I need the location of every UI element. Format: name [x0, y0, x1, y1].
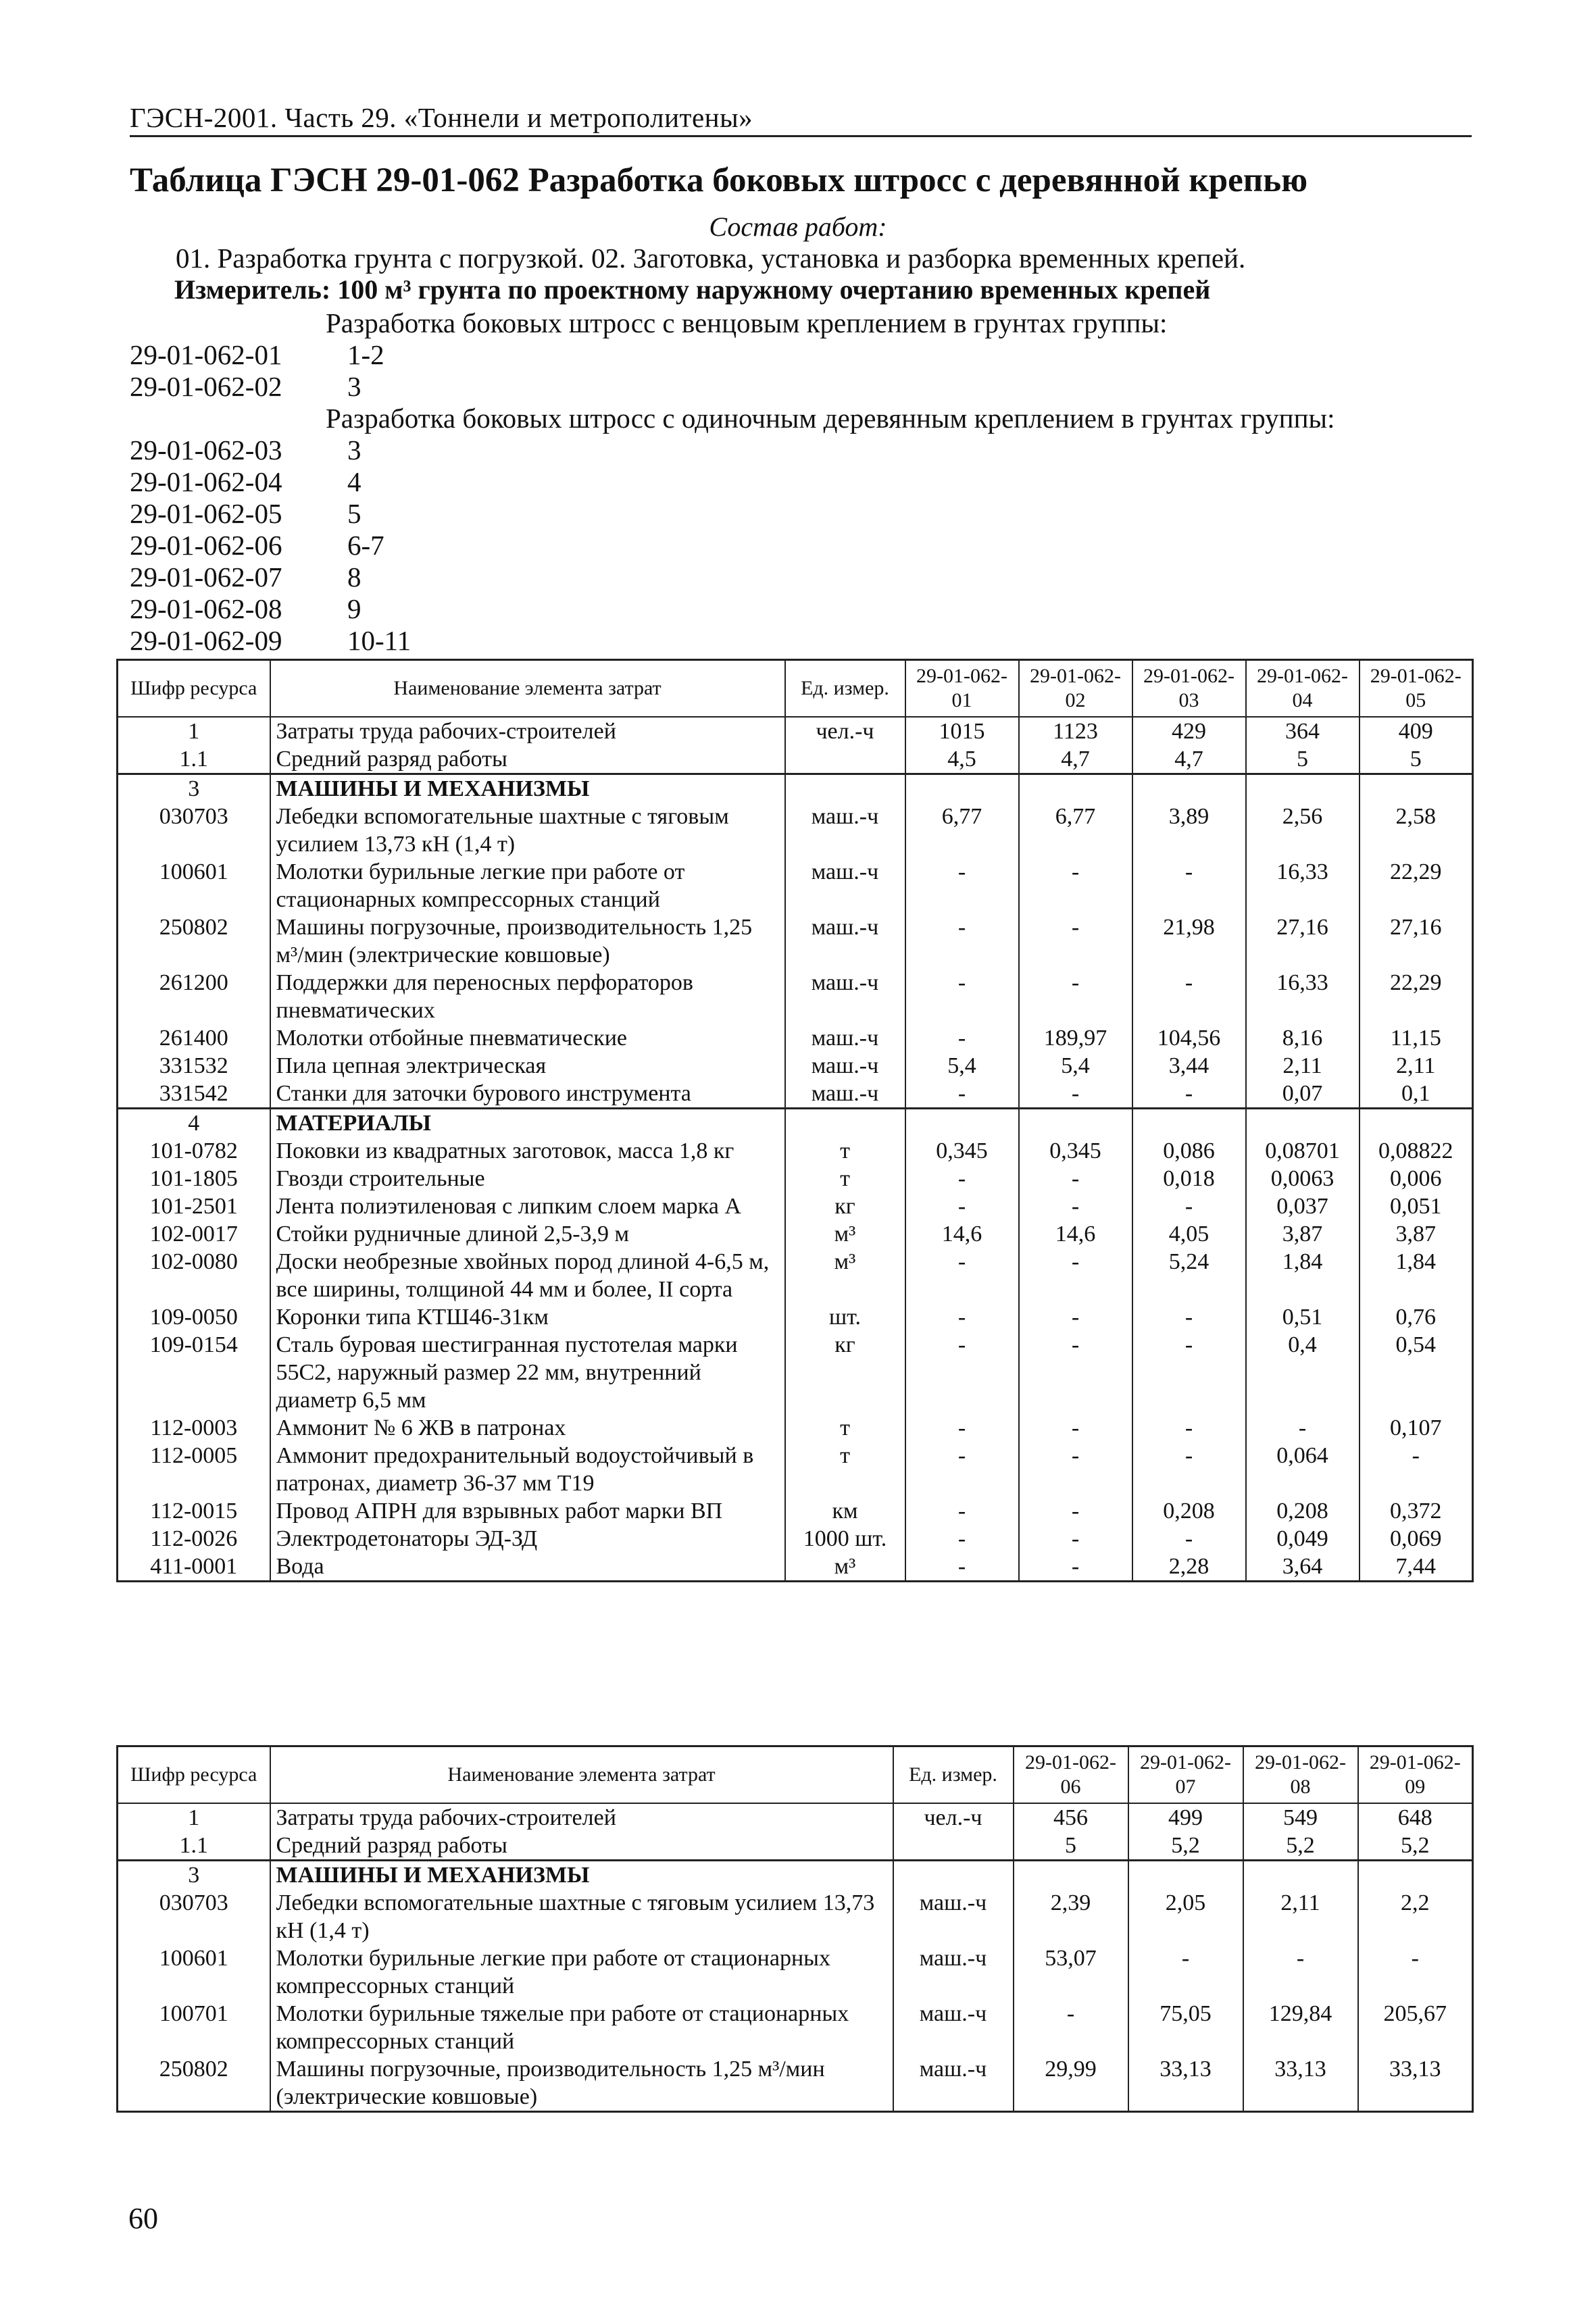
header-unit: Ед. измер.	[893, 1746, 1014, 1804]
cell-value: 0,54	[1360, 1331, 1473, 1414]
cell-value: -	[1132, 1080, 1246, 1109]
cell-value: 0,018	[1132, 1165, 1246, 1192]
cell-value: 0,76	[1360, 1303, 1473, 1331]
cell-value: 16,33	[1246, 858, 1360, 913]
works-description: 01. Разработка грунта с погрузкой. 02. Заготовка, установка и разборка временных крепей.	[176, 243, 1246, 274]
table-header-row	[118, 1746, 1473, 1804]
table-row	[118, 2000, 1473, 2055]
table-row	[118, 1525, 1473, 1553]
cell-value: -	[1132, 969, 1246, 1024]
cell-value: -	[1019, 1331, 1132, 1414]
cell-value: 0,107	[1360, 1414, 1473, 1442]
cell-unit	[893, 1861, 1014, 1890]
cell-unit: м³	[785, 1220, 905, 1248]
cell-value: 3,87	[1360, 1220, 1473, 1248]
cell-name: Стойки рудничные длиной 2,5-3,9 м	[270, 1220, 785, 1248]
cell-name: Аммонит предохранительный водоустойчивый в патронах, диаметр 36-37 мм Т19	[270, 1442, 785, 1497]
cell-value: 33,13	[1128, 2055, 1243, 2112]
cell-value: 33,13	[1243, 2055, 1358, 2112]
cell-value: -	[1019, 1303, 1132, 1331]
cell-value: 0,51	[1246, 1303, 1360, 1331]
section-row	[118, 1861, 1473, 1890]
cell-value: -	[905, 1414, 1019, 1442]
cell-cipher: 112-0026	[118, 1525, 270, 1553]
cell-cipher: 102-0080	[118, 1248, 270, 1303]
cell-value	[905, 774, 1019, 803]
cell-value: 0,064	[1246, 1442, 1360, 1497]
cell-cipher: 4	[118, 1109, 270, 1138]
cell-value: 2,28	[1132, 1553, 1246, 1582]
cell-value	[1360, 1109, 1473, 1138]
cell-value: 5,2	[1358, 1832, 1473, 1861]
table-row	[118, 745, 1473, 774]
cell-value: 75,05	[1128, 2000, 1243, 2055]
cell-value: -	[1019, 1553, 1132, 1582]
cell-value: -	[905, 1192, 1019, 1220]
cell-value: 0,208	[1132, 1497, 1246, 1525]
cell-value: 129,84	[1243, 2000, 1358, 2055]
cell-cipher: 112-0005	[118, 1442, 270, 1497]
section-title: МАТЕРИАЛЫ	[270, 1109, 785, 1138]
cell-value: 2,56	[1246, 803, 1360, 858]
header-rule	[130, 135, 1472, 137]
header-unit: Ед. измер.	[785, 660, 905, 718]
cell-value	[1246, 774, 1360, 803]
cell-value: -	[1358, 1944, 1473, 2000]
cell-value	[1019, 1109, 1132, 1138]
cell-cipher: 1	[118, 717, 270, 745]
measure-unit: Измеритель: 100 м³ грунта по проектному наружному очертанию временных крепей	[174, 274, 1211, 305]
cell-unit: чел.-ч	[785, 717, 905, 745]
cell-unit: 1000 шт.	[785, 1525, 905, 1553]
cell-value: -	[1014, 2000, 1128, 2055]
cell-unit: маш.-ч	[785, 1052, 905, 1080]
table-row	[118, 969, 1473, 1024]
cell-value: -	[905, 1080, 1019, 1109]
cell-unit: т	[785, 1137, 905, 1165]
cell-unit: км	[785, 1497, 905, 1525]
cell-name: Провод АПРН для взрывных работ марки ВП	[270, 1497, 785, 1525]
cell-unit	[893, 1832, 1014, 1861]
table-row	[118, 1165, 1473, 1192]
cell-value	[1358, 1861, 1473, 1890]
cell-value: 5	[1014, 1832, 1128, 1861]
cell-unit: т	[785, 1165, 905, 1192]
header-norm-code: 29-01-062-05	[1360, 660, 1473, 718]
cell-cipher: 109-0050	[118, 1303, 270, 1331]
cell-value: 14,6	[905, 1220, 1019, 1248]
cell-unit: м³	[785, 1553, 905, 1582]
cell-value: -	[905, 1165, 1019, 1192]
cell-value: 1015	[905, 717, 1019, 745]
cell-value: -	[1019, 1525, 1132, 1553]
cell-value: 21,98	[1132, 913, 1246, 969]
table-row	[118, 1248, 1473, 1303]
cell-cipher: 1.1	[118, 1832, 270, 1861]
cell-value: 2,11	[1246, 1052, 1360, 1080]
cell-cipher: 1	[118, 1803, 270, 1832]
cell-value: 189,97	[1019, 1024, 1132, 1052]
cell-value: -	[1360, 1442, 1473, 1497]
document-page: ГЭСН-2001. Часть 29. «Тоннели и метрополитены» Таблица ГЭСН 29-01-062 Разработка боковых штросс с деревянной крепью Состав работ: 01. Разработка грунта с погрузкой. 02. Заготовка, установка и разборка временных крепей. Измеритель: 100 м³ грунта по проектному наружному очертанию временных крепей Разработка боковых штросс с венцовым креплением в грунтах группы: 29-01-062-01 1-2 29-01-062-02 3 Разработка боковых штросс с одиночным деревянным креплением в грунтах группы: 29-01-062-03 3 29-01-062-04 4 29-01-062-05 5 29-01-062-06 6-7 29-01-062-07 8 29-01-062-08 9 29-01-062-09 10-11 Шифр ресурса Наименование элемента затрат Ед. измер. 29-01-062-01 29-01-062-02 29-01-062-03 29-01-062-04 29-01-062-05 1 Затраты труда рабочих-строителей чел.-ч 1015 1123 429 364 409 1.1 Средний разряд работы 4,5 4,7 4,7 5 5 3 МАШИНЫ И МЕХАНИЗМЫ 030703 Лебедки вспомогательные шахтные с тяговым усилием 13,73 кН (1,4 т) маш.-ч 6,77 6,77 3,89 2,56 2,58 100601 Молотки бурильные легкие при работе от стационарных компрессорных станций маш.-ч - - - 16,33 22,29 250802 Машины погрузочные, производительность 1,25 м³/мин (электрические ковшовые) маш.-ч - - 21,98 27,16 27,16 261200 Поддержки для переносных перфораторов пневматических маш.-ч - - - 16,33 22,29 261400 Молотки отбойные пневматические маш.-ч - 189,97 104,56 8,16 11,15 331532 Пила цепная электрическая маш.-ч 5,4 5,4 3,44 2,11 2,11 331542 Станки для заточки бурового инструмента маш.-ч - - - 0,07 0,1 4 МАТЕРИАЛЫ 101-0782 Поковки из квадратных заготовок, масса 1,8 кг т 0,345 0,345 0,086 0,08701 0,08822 101-1805 Гвозди строительные т - - 0,018 0,0063 0,006 101-2501 Лента полиэтиленовая с липким слоем марка А кг - - - 0,037 0,051 102-0017 Стойки рудничные длиной 2,5-3,9 м м³ 14,6 14,6 4,05 3,87 3,87 102-0080 Доски необрезные хвойных пород длиной 4-6,5 м, все ширины, толщиной 44 мм и более, II сорта м³ - - 5,24 1,84 1,84 109-0050 Коронки типа КТШ46-31км шт. - - - 0,51 0,76 109-0154 Сталь буровая шестигранная пустотелая марки 55С2, наружный размер 22 мм, внутренний диаметр 6,5 мм кг - - - 0,4 0,54 112-0003 Аммонит № 6 ЖВ в патронах т - - - - 0,107 112-0005 Аммонит предохранительный водоустойчивый в патронах, диаметр 36-37 мм Т19 т - - - 0,064 - 112-0015 Провод АПРН для взрывных работ марки ВП км - - 0,208 0,208 0,372 112-0026 Электродетонаторы ЭД-ЗД 1000 шт. - - - 0,049 0,069 411-0001 Вода м³ - - 2,28 3,64 7,44 Шифр ресурса Наименование элемента затрат Ед. измер. 29-01-062-06 29-01-062-07 29-01-062-08 29-01-062-09 1 Затраты труда рабочих-строителей чел.-ч 456 499 549 648 1.1 Средний разряд работы 5 5,2 5,2 5,2 3 МАШИНЫ И МЕХАНИЗМЫ 030703 Лебедки вспомогательные шахтные с тяговым усилием 13,73 кН (1,4 т) маш.-ч 2,39 2,05 2,11 2,2 100601 Молотки бурильные легкие при работе от стационарных компрессорных станций маш.-ч 53,07 - - - 100701 Молотки бурильные тяжелые при работе от стационарных компрессорных станций маш.-ч - 75,05 129,84 205,67 250802 Машины погрузочные, производительность 1,25 м³/мин (электрические ковшовые) маш.-ч 29,99 33,13 33,13 33,13 60	[0, 0, 1596, 2314]
section-title: МАШИНЫ И МЕХАНИЗМЫ	[270, 1861, 893, 1890]
cell-value: -	[1132, 1331, 1246, 1414]
header-name: Наименование элемента затрат	[270, 660, 785, 718]
header-norm-code: 29-01-062-03	[1132, 660, 1246, 718]
cell-name: Станки для заточки бурового инструмента	[270, 1080, 785, 1109]
resource-table-2	[116, 1745, 1474, 2113]
cell-value	[1132, 774, 1246, 803]
cell-name: Сталь буровая шестигранная пустотелая марки 55С2, наружный размер 22 мм, внутренний диаметр 6,5 мм	[270, 1331, 785, 1414]
section-title: МАШИНЫ И МЕХАНИЗМЫ	[270, 774, 785, 803]
cell-value: 5,2	[1128, 1832, 1243, 1861]
cell-value: 0,069	[1360, 1525, 1473, 1553]
cell-value: -	[1243, 1944, 1358, 2000]
cell-value: -	[1019, 1497, 1132, 1525]
header-norm-code: 29-01-062-06	[1014, 1746, 1128, 1804]
cell-value: -	[1246, 1414, 1360, 1442]
cell-cipher: 331532	[118, 1052, 270, 1080]
cell-value: 6,77	[1019, 803, 1132, 858]
cell-value: 0,345	[1019, 1137, 1132, 1165]
cell-value: -	[905, 1331, 1019, 1414]
cell-value: 22,29	[1360, 969, 1473, 1024]
cell-cipher: 411-0001	[118, 1553, 270, 1582]
cell-value: 3,89	[1132, 803, 1246, 858]
cell-value: 1,84	[1246, 1248, 1360, 1303]
cell-value: -	[1019, 858, 1132, 913]
cell-value: 11,15	[1360, 1024, 1473, 1052]
cell-value: -	[905, 1497, 1019, 1525]
cell-value: 1,84	[1360, 1248, 1473, 1303]
cell-value: 3,87	[1246, 1220, 1360, 1248]
table-row	[118, 1220, 1473, 1248]
table-row	[118, 1889, 1473, 1944]
table-row	[118, 1442, 1473, 1497]
cell-value: 7,44	[1360, 1553, 1473, 1582]
cell-name: Затраты труда рабочих-строителей	[270, 1803, 893, 1832]
cell-value: 33,13	[1358, 2055, 1473, 2112]
table-row	[118, 717, 1473, 745]
cell-name: Лебедки вспомогательные шахтные с тяговым усилием 13,73 кН (1,4 т)	[270, 803, 785, 858]
cell-name: Затраты труда рабочих-строителей	[270, 717, 785, 745]
cell-name: Коронки типа КТШ46-31км	[270, 1303, 785, 1331]
cell-cipher: 331542	[118, 1080, 270, 1109]
cell-value: 2,39	[1014, 1889, 1128, 1944]
cell-cipher: 261400	[118, 1024, 270, 1052]
cell-unit: т	[785, 1442, 905, 1497]
cell-unit: маш.-ч	[785, 969, 905, 1024]
cell-value: -	[1132, 858, 1246, 913]
cell-cipher: 100601	[118, 858, 270, 913]
cell-value: -	[1132, 1442, 1246, 1497]
cell-value	[1014, 1861, 1128, 1890]
table-header-row	[118, 660, 1473, 718]
cell-unit: т	[785, 1414, 905, 1442]
table-row	[118, 913, 1473, 969]
cell-value: -	[905, 1024, 1019, 1052]
cell-value: 1123	[1019, 717, 1132, 745]
page-number: 60	[128, 2202, 158, 2235]
table-body	[118, 717, 1473, 1582]
cell-value: -	[905, 1525, 1019, 1553]
cell-cipher: 109-0154	[118, 1331, 270, 1414]
cell-value	[1132, 1109, 1246, 1138]
cell-name: Поковки из квадратных заготовок, масса 1,8 кг	[270, 1137, 785, 1165]
cell-cipher: 101-1805	[118, 1165, 270, 1192]
cell-value: 0,345	[905, 1137, 1019, 1165]
cell-name: Пила цепная электрическая	[270, 1052, 785, 1080]
cell-value: 4,7	[1019, 745, 1132, 774]
cell-cipher: 100701	[118, 2000, 270, 2055]
cell-value: -	[1019, 1080, 1132, 1109]
cell-value: 5	[1246, 745, 1360, 774]
cell-value: 364	[1246, 717, 1360, 745]
cell-value: -	[905, 858, 1019, 913]
works-label: Состав работ:	[709, 211, 887, 242]
cell-name: Доски необрезные хвойных пород длиной 4-6,5 м, все ширины, толщиной 44 мм и более, II сорта	[270, 1248, 785, 1303]
table-row	[118, 803, 1473, 858]
cell-value: -	[905, 1248, 1019, 1303]
cell-value: 0,0063	[1246, 1165, 1360, 1192]
cell-value: 5,4	[1019, 1052, 1132, 1080]
cell-value: 0,08822	[1360, 1137, 1473, 1165]
table-row	[118, 1192, 1473, 1220]
cell-unit: маш.-ч	[785, 1024, 905, 1052]
header-norm-code: 29-01-062-08	[1243, 1746, 1358, 1804]
cell-value	[1243, 1861, 1358, 1890]
cell-value: 4,05	[1132, 1220, 1246, 1248]
cell-cipher: 100601	[118, 1944, 270, 2000]
cell-unit: маш.-ч	[893, 1889, 1014, 1944]
cell-value: 4,5	[905, 745, 1019, 774]
table-row	[118, 1024, 1473, 1052]
cell-name: Гвозди строительные	[270, 1165, 785, 1192]
table-row	[118, 858, 1473, 913]
cell-value: -	[905, 1303, 1019, 1331]
cell-cipher: 250802	[118, 2055, 270, 2112]
cell-unit: маш.-ч	[785, 858, 905, 913]
cell-name: Молотки бурильные тяжелые при работе от стационарных компрессорных станций	[270, 2000, 893, 2055]
cell-value: 14,6	[1019, 1220, 1132, 1248]
header-norm-code: 29-01-062-04	[1246, 660, 1360, 718]
cell-value: -	[1019, 1192, 1132, 1220]
cell-unit: чел.-ч	[893, 1803, 1014, 1832]
cell-value: 0,208	[1246, 1497, 1360, 1525]
table-row	[118, 2055, 1473, 2112]
cell-cipher: 250802	[118, 913, 270, 969]
cell-value: 5,4	[905, 1052, 1019, 1080]
cell-unit: м³	[785, 1248, 905, 1303]
cell-unit: маш.-ч	[785, 1080, 905, 1109]
cell-value: -	[905, 969, 1019, 1024]
header-cipher: Шифр ресурса	[118, 1746, 270, 1804]
cell-value: 3,64	[1246, 1553, 1360, 1582]
header-norm-code: 29-01-062-02	[1019, 660, 1132, 718]
cell-cipher: 3	[118, 774, 270, 803]
cell-value: -	[905, 1442, 1019, 1497]
cell-value: -	[1128, 1944, 1243, 2000]
cell-name: Аммонит № 6 ЖВ в патронах	[270, 1414, 785, 1442]
cell-cipher: 261200	[118, 969, 270, 1024]
cell-value: 27,16	[1360, 913, 1473, 969]
cell-value: 0,051	[1360, 1192, 1473, 1220]
cell-cipher: 1.1	[118, 745, 270, 774]
cell-value: -	[1019, 1414, 1132, 1442]
section-row	[118, 774, 1473, 803]
cell-value: -	[905, 1553, 1019, 1582]
cell-unit: маш.-ч	[893, 2055, 1014, 2112]
resource-table-1	[116, 659, 1474, 1582]
table-row	[118, 1414, 1473, 1442]
cell-value: -	[1019, 1165, 1132, 1192]
cell-name: Машины погрузочные, производительность 1,25 м³/мин (электрические ковшовые)	[270, 913, 785, 969]
cell-value: -	[1132, 1414, 1246, 1442]
cell-value: 0,07	[1246, 1080, 1360, 1109]
cell-cipher: 112-0003	[118, 1414, 270, 1442]
cell-value: 549	[1243, 1803, 1358, 1832]
cell-value	[1019, 774, 1132, 803]
header-norm-code: 29-01-062-07	[1128, 1746, 1243, 1804]
table-row	[118, 1832, 1473, 1861]
cell-value: 3,44	[1132, 1052, 1246, 1080]
cell-value: 2,11	[1360, 1052, 1473, 1080]
cell-value: -	[1132, 1303, 1246, 1331]
cell-name: Молотки отбойные пневматические	[270, 1024, 785, 1052]
cell-name: Вода	[270, 1553, 785, 1582]
table-row	[118, 1553, 1473, 1582]
cell-unit: маш.-ч	[893, 1944, 1014, 2000]
table-row	[118, 1052, 1473, 1080]
cell-cipher: 030703	[118, 803, 270, 858]
cell-value: -	[1019, 969, 1132, 1024]
table-body	[118, 1803, 1473, 2112]
cell-value: 16,33	[1246, 969, 1360, 1024]
cell-value: 5	[1360, 745, 1473, 774]
cell-value: 0,08701	[1246, 1137, 1360, 1165]
cell-value: 53,07	[1014, 1944, 1128, 2000]
cell-name: Средний разряд работы	[270, 1832, 893, 1861]
cell-name: Молотки бурильные легкие при работе от стационарных компрессорных станций	[270, 858, 785, 913]
cell-value: -	[905, 913, 1019, 969]
cell-value: -	[1132, 1192, 1246, 1220]
section-row	[118, 1109, 1473, 1138]
cell-value: 2,58	[1360, 803, 1473, 858]
cell-cipher: 030703	[118, 1889, 270, 1944]
cell-value: 5,2	[1243, 1832, 1358, 1861]
cell-cipher: 101-0782	[118, 1137, 270, 1165]
cell-value: 2,2	[1358, 1889, 1473, 1944]
cell-cipher: 102-0017	[118, 1220, 270, 1248]
cell-value: 8,16	[1246, 1024, 1360, 1052]
cell-value	[905, 1109, 1019, 1138]
cell-value: 0,372	[1360, 1497, 1473, 1525]
cell-value: 648	[1358, 1803, 1473, 1832]
table-row	[118, 1080, 1473, 1109]
cell-name: Электродетонаторы ЭД-ЗД	[270, 1525, 785, 1553]
cell-unit: кг	[785, 1192, 905, 1220]
cell-value: 456	[1014, 1803, 1128, 1832]
table-row	[118, 1331, 1473, 1414]
table-row	[118, 1303, 1473, 1331]
cell-value: 409	[1360, 717, 1473, 745]
header-norm-code: 29-01-062-09	[1358, 1746, 1473, 1804]
cell-value: -	[1019, 913, 1132, 969]
cell-unit	[785, 1109, 905, 1138]
cell-unit: кг	[785, 1331, 905, 1414]
cell-cipher: 3	[118, 1861, 270, 1890]
cell-unit: шт.	[785, 1303, 905, 1331]
cell-name: Машины погрузочные, производительность 1,25 м³/мин (электрические ковшовые)	[270, 2055, 893, 2112]
header-norm-code: 29-01-062-01	[905, 660, 1019, 718]
cell-value: 2,11	[1243, 1889, 1358, 1944]
cell-value: -	[1019, 1442, 1132, 1497]
cell-unit	[785, 774, 905, 803]
cell-unit: маш.-ч	[893, 2000, 1014, 2055]
cell-unit	[785, 745, 905, 774]
table-row	[118, 1944, 1473, 2000]
cell-value: -	[1132, 1525, 1246, 1553]
table-title: Таблица ГЭСН 29-01-062 Разработка боковых штросс с деревянной крепью	[130, 161, 1308, 199]
cell-value: 0,049	[1246, 1525, 1360, 1553]
cell-unit: маш.-ч	[785, 803, 905, 858]
cell-value: 499	[1128, 1803, 1243, 1832]
cell-value	[1360, 774, 1473, 803]
cell-name: Лента полиэтиленовая с липким слоем марка А	[270, 1192, 785, 1220]
cell-cipher: 101-2501	[118, 1192, 270, 1220]
cell-value: 22,29	[1360, 858, 1473, 913]
table-row	[118, 1137, 1473, 1165]
cell-value	[1128, 1861, 1243, 1890]
cell-name: Лебедки вспомогательные шахтные с тяговым усилием 13,73 кН (1,4 т)	[270, 1889, 893, 1944]
running-header: ГЭСН-2001. Часть 29. «Тоннели и метрополитены»	[130, 102, 753, 133]
cell-value	[1246, 1109, 1360, 1138]
cell-name: Молотки бурильные легкие при работе от стационарных компрессорных станций	[270, 1944, 893, 2000]
cell-value: 0,1	[1360, 1080, 1473, 1109]
cell-value: 29,99	[1014, 2055, 1128, 2112]
cell-value: 0,086	[1132, 1137, 1246, 1165]
cell-value: 429	[1132, 717, 1246, 745]
cell-value: 104,56	[1132, 1024, 1246, 1052]
cell-value: 205,67	[1358, 2000, 1473, 2055]
cell-value: 5,24	[1132, 1248, 1246, 1303]
cell-unit: маш.-ч	[785, 913, 905, 969]
cell-value: 4,7	[1132, 745, 1246, 774]
cell-value: 2,05	[1128, 1889, 1243, 1944]
cell-value: 27,16	[1246, 913, 1360, 969]
cell-value: 0,006	[1360, 1165, 1473, 1192]
cell-value: 0,4	[1246, 1331, 1360, 1414]
table-row	[118, 1803, 1473, 1832]
cell-value: 6,77	[905, 803, 1019, 858]
header-name: Наименование элемента затрат	[270, 1746, 893, 1804]
cell-value: 0,037	[1246, 1192, 1360, 1220]
table-row	[118, 1497, 1473, 1525]
header-cipher: Шифр ресурса	[118, 660, 270, 718]
cell-name: Поддержки для переносных перфораторов пневматических	[270, 969, 785, 1024]
cell-value: -	[1019, 1248, 1132, 1303]
cell-cipher: 112-0015	[118, 1497, 270, 1525]
cell-name: Средний разряд работы	[270, 745, 785, 774]
